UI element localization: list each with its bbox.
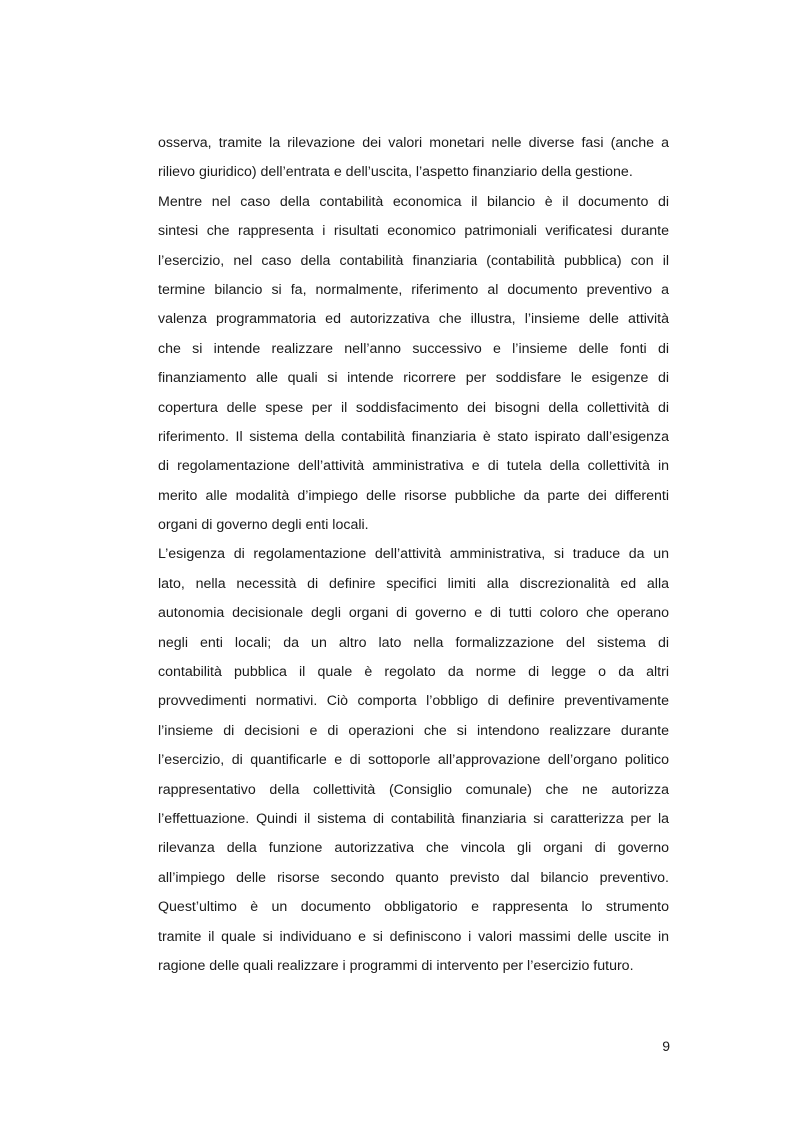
text-line: copertura delle spese per il soddisfacimento dei bisogni della collettività di <box>158 399 669 416</box>
text-line: sintesi che rappresenta i risultati economico patrimoniali verificatesi durante <box>158 223 669 240</box>
text-line: finanziamento alle quali si intende ricorrere per soddisfare le esigenze di <box>158 370 669 387</box>
text-line: organi di governo degli enti locali. <box>158 517 369 534</box>
text-line: tramite il quale si individuano e si definiscono i valori massimi delle uscite in <box>158 928 669 945</box>
text-line: negli enti locali; da un altro lato nella formalizzazione del sistema di <box>158 634 669 651</box>
text-line: ragione delle quali realizzare i programmi di intervento per l’esercizio futuro. <box>158 957 634 974</box>
text-line: Mentre nel caso della contabilità economica il bilancio è il documento di <box>158 193 669 210</box>
text-line: di regolamentazione dell’attività amministrativa e di tutela della collettività in <box>158 458 669 475</box>
text-line: rilevanza della funzione autorizzativa che vincola gli organi di governo <box>158 840 669 857</box>
text-line: l’insieme di decisioni e di operazioni che si intendono realizzare durante <box>158 722 669 739</box>
text-line: valenza programmatoria ed autorizzativa che illustra, l’insieme delle attività <box>158 311 669 328</box>
body-text <box>158 129 669 981</box>
text-line: rappresentativo della collettività (Consiglio comunale) che ne autorizza <box>158 781 669 798</box>
text-line: lato, nella necessità di definire specifici limiti alla discrezionalità ed alla <box>158 575 669 592</box>
text-line: l’esercizio, nel caso della contabilità finanziaria (contabilità pubblica) con il <box>158 252 669 269</box>
text-line: l’effettuazione. Quindi il sistema di contabilità finanziaria si caratterizza per la <box>158 810 669 827</box>
page-number: 9 <box>662 1038 670 1054</box>
text-line: contabilità pubblica il quale è regolato da norme di legge o da altri <box>158 664 669 681</box>
text-line: L’esigenza di regolamentazione dell’attività amministrativa, si traduce da un <box>158 546 669 563</box>
text-line: all’impiego delle risorse secondo quanto previsto dal bilancio preventivo. <box>158 869 669 886</box>
text-line: provvedimenti normativi. Ciò comporta l’obbligo di definire preventivamente <box>158 693 669 710</box>
text-line: merito alle modalità d’impiego delle risorse pubbliche da parte dei differenti <box>158 487 669 504</box>
text-line: che si intende realizzare nell’anno successivo e l’insieme delle fonti di <box>158 340 669 357</box>
text-line: termine bilancio si fa, normalmente, riferimento al documento preventivo a <box>158 281 669 298</box>
text-line: autonomia decisionale degli organi di governo e di tutti coloro che operano <box>158 605 669 622</box>
text-line: l’esercizio, di quantificarle e di sottoporle all’approvazione dell’organo politico <box>158 752 669 769</box>
text-line: osserva, tramite la rilevazione dei valori monetari nelle diverse fasi (anche a <box>158 135 669 151</box>
text-line: rilievo giuridico) dell’entrata e dell’uscita, l’aspetto finanziario della gestione. <box>158 164 633 181</box>
text-line: Quest’ultimo è un documento obbligatorio e rappresenta lo strumento <box>158 899 669 916</box>
text-line: riferimento. Il sistema della contabilità finanziaria è stato ispirato dall’esigenza <box>158 428 669 445</box>
